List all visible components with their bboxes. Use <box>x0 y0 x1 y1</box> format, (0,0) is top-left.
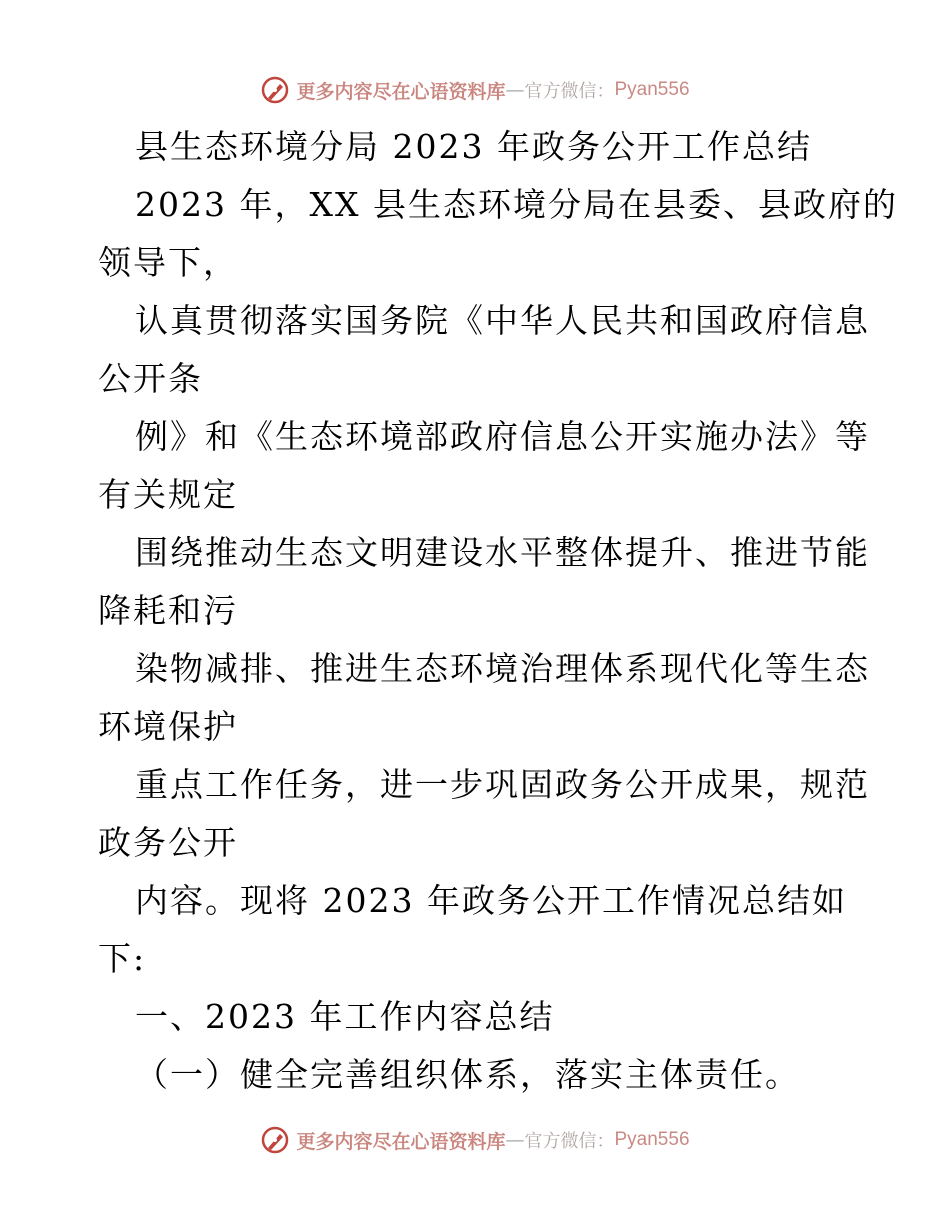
paragraph-line: 环境保护 <box>98 707 238 746</box>
paragraph-line: 认真贯彻落实国务院《中华人民共和国政府信息 <box>135 301 870 340</box>
watermark-site-text: 更多内容尽在心语资料库 <box>296 80 506 103</box>
paragraph-line: 围绕推动生态文明建设水平整体提升、推进节能 <box>135 533 870 572</box>
paragraph-line: 降耗和污 <box>98 591 238 630</box>
section-heading: 一、2023 年工作内容总结 <box>135 997 555 1036</box>
watermark-wechat-id: Pyan556 <box>614 79 690 100</box>
pen-nib-logo-icon <box>260 75 290 105</box>
paragraph-line: 例》和《生态环境部政府信息公开实施办法》等 <box>135 417 870 456</box>
pen-nib-logo-icon <box>260 1125 290 1155</box>
paragraph-line: 有关规定 <box>98 475 238 514</box>
document-title: 县生态环境分局 2023 年政务公开工作总结 <box>135 127 812 166</box>
paragraph-line: 公开条 <box>98 359 203 398</box>
watermark-wechat-label: 官方微信： <box>524 1131 615 1152</box>
watermark-wechat-id: Pyan556 <box>614 1129 690 1150</box>
watermark-banner-top <box>0 70 950 110</box>
watermark-banner-bottom <box>0 1120 950 1160</box>
paragraph-line: 2023 年，XX 县生态环境分局在县委、县政府的 <box>135 185 898 224</box>
subsection-heading: （一）健全完善组织体系，落实主体责任。 <box>135 1055 800 1094</box>
watermark-wechat-label: 官方微信： <box>524 81 615 102</box>
watermark-dash: — <box>505 1129 525 1151</box>
paragraph-line: 政务公开 <box>98 823 238 862</box>
watermark-dash: — <box>505 79 525 101</box>
watermark-site-text: 更多内容尽在心语资料库 <box>296 1130 506 1153</box>
paragraph-line: 重点工作任务，进一步巩固政务公开成果，规范 <box>135 765 870 804</box>
paragraph-line: 染物减排、推进生态环境治理体系现代化等生态 <box>135 649 870 688</box>
paragraph-line: 领导下， <box>98 243 238 282</box>
paragraph-line: 内容。现将 2023 年政务公开工作情况总结如 <box>135 881 847 920</box>
paragraph-line: 下: <box>98 939 147 978</box>
